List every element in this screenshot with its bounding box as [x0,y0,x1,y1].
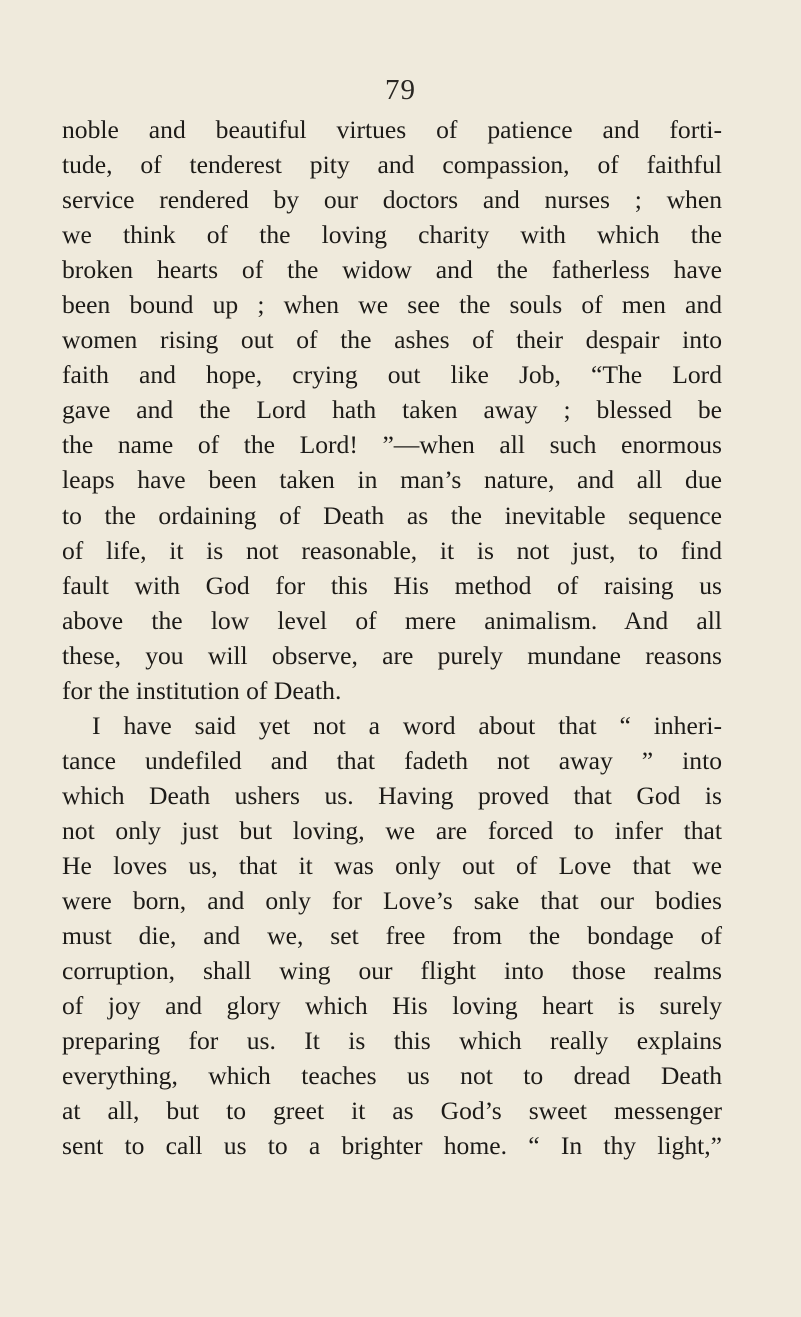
text-line: preparing for us. It is this which really explains [62,1026,722,1056]
text-line: which Death ushers us. Having proved that God is [62,780,722,810]
text-line: at all, but to greet it as God’s sweet messenger [62,1096,722,1126]
text-line: not only just but loving, we are forced to infer that [62,815,722,845]
paragraph-last-line: for the institution of Death. [62,675,342,705]
text-line: the name of the Lord! ”—when all such enormous [62,430,722,460]
text-line: fault with God for this His method of raising us [62,570,722,600]
text-line: tude, of tenderest pity and compassion, of faithful [62,150,722,180]
body-text [62,112,722,1163]
text-line: faith and hope, crying out like Job, “The Lord [62,360,722,390]
text-line: were born, and only for Love’s sake that our bodies [62,886,722,916]
text-line: sent to call us to a brighter home. “ In thy light,” [62,1131,722,1161]
page-number: 79 [385,74,416,106]
text-line: leaps have been taken in man’s nature, and all due [62,465,722,495]
text-line: women rising out of the ashes of their despair into [62,325,722,355]
text-line: above the low level of mere animalism. And all [62,605,722,635]
text-line: to the ordaining of Death as the inevitable sequence [62,500,722,530]
text-line: corruption, shall wing our flight into those realms [62,956,722,986]
text-line: service rendered by our doctors and nurses ; when [62,185,722,215]
text-line: noble and beautiful virtues of patience and forti- [62,115,722,144]
text-line: broken hearts of the widow and the fatherless have [62,255,722,285]
text-line: everything, which teaches us not to dread Death [62,1061,722,1091]
text-line: must die, and we, set free from the bondage of [62,921,722,951]
text-line: gave and the Lord hath taken away ; blessed be [62,395,722,425]
text-line: He loves us, that it was only out of Love that we [62,850,722,880]
text-line: we think of the loving charity with which the [62,220,722,250]
text-line: of life, it is not reasonable, it is not just, to find [62,535,722,565]
text-line: been bound up ; when we see the souls of men and [62,290,722,320]
text-line: these, you will observe, are purely mundane reasons [62,640,722,670]
text-line: of joy and glory which His loving heart is surely [62,991,722,1021]
paragraph-first-line: I have said yet not a word about that “ inheri- [92,710,722,740]
text-line: tance undefiled and that fadeth not away ” into [62,745,722,775]
